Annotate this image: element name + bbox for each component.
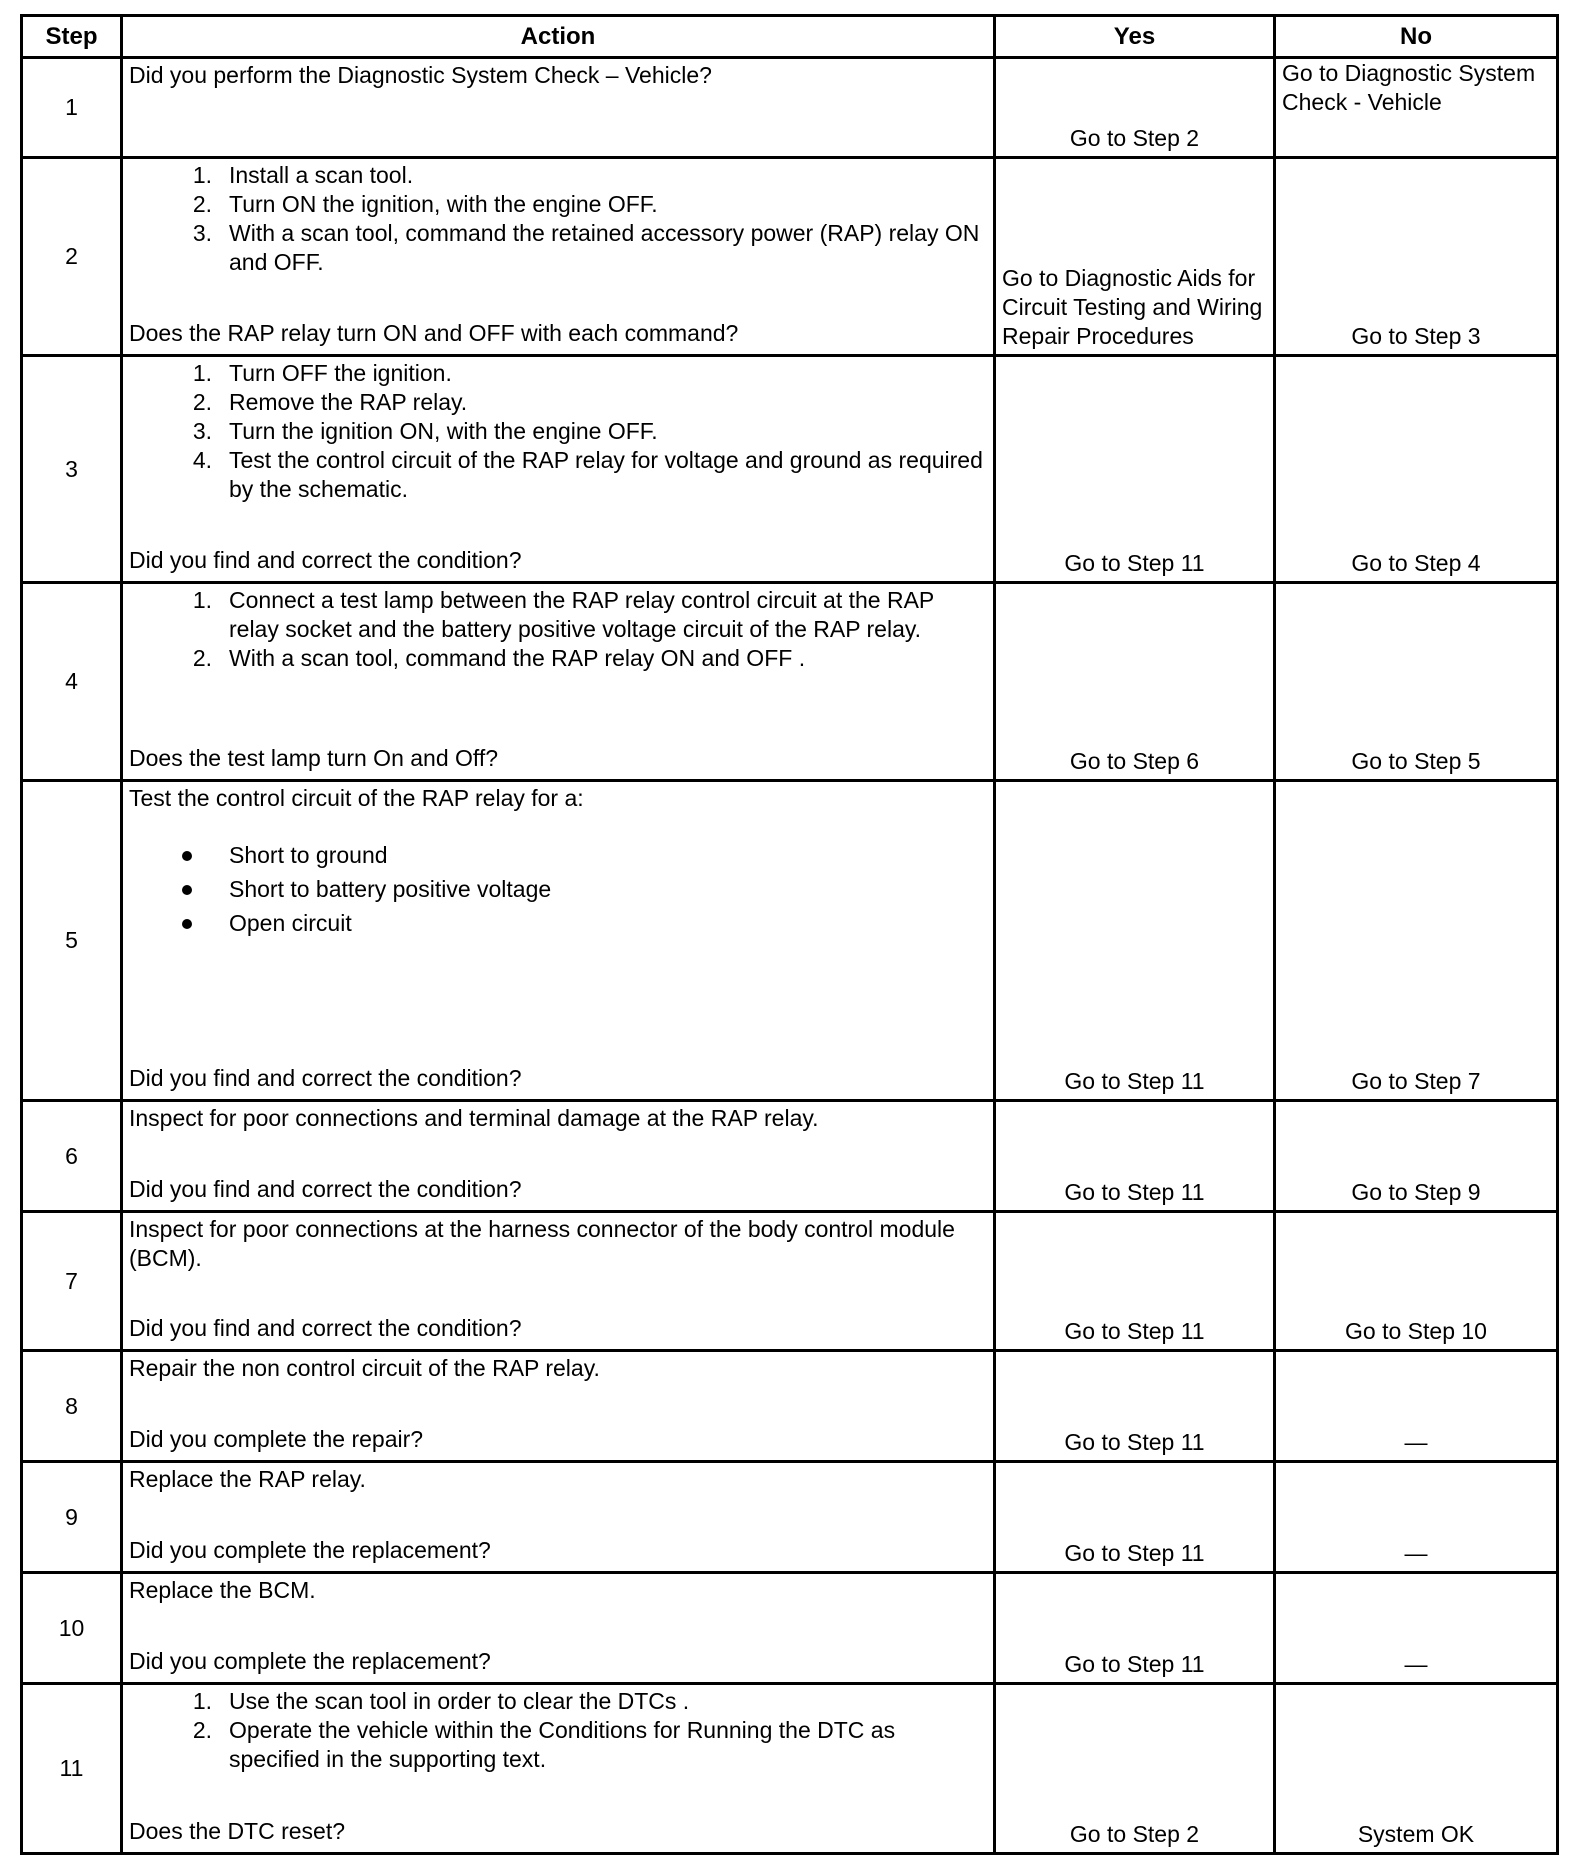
yes-cell[interactable]: Go to Step 11 [995,356,1275,583]
action-intro: Repair the non control circuit of the RAP relay. [129,1355,600,1381]
yes-cell[interactable]: Go to Step 11 [995,781,1275,1101]
yes-cell[interactable]: Go to Step 11 [995,1212,1275,1351]
list-item: 2. Operate the vehicle within the Conditions for Running the DTC as specified in the supporting text. [192,1717,896,1772]
step-number: 11 [22,1684,122,1854]
action-intro: Test the control circuit of the RAP relay for a: [129,785,584,811]
header-step: Step [22,16,122,58]
list-item: 1. Install a scan tool. [192,162,414,188]
yes-cell[interactable]: Go to Step 2 [995,1684,1275,1854]
step-number: 8 [22,1351,122,1462]
list-item: Open circuit [129,909,987,938]
yes-cell[interactable]: Go to Diagnostic Aids for Circuit Testing and Wiring Repair Procedures [995,158,1275,356]
action-question: Does the RAP relay turn ON and OFF with each command? [129,320,739,346]
yes-cell[interactable]: Go to Step 11 [995,1101,1275,1212]
list-item: 2. Turn ON the ignition, with the engine OFF. [192,191,658,217]
table-row [22,1212,1558,1351]
no-cell: — [1275,1573,1558,1684]
action-intro: Inspect for poor connections at the harness connector of the body control module (BCM). [129,1216,955,1271]
action-cell [122,781,995,1101]
header-yes: Yes [995,16,1275,58]
step-number: 4 [22,583,122,781]
table-row [22,1462,1558,1573]
condition-bullets [129,841,987,938]
action-intro: Replace the RAP relay. [129,1466,366,1492]
action-cell [122,1684,995,1854]
action-question: Did you find and correct the condition? [129,547,522,573]
step-number: 10 [22,1573,122,1684]
no-cell: — [1275,1462,1558,1573]
step-number: 1 [22,58,122,158]
action-question: Did you find and correct the condition? [129,1065,522,1091]
yes-cell[interactable]: Go to Step 11 [995,1462,1275,1573]
header-no: No [1275,16,1558,58]
list-item: Short to battery positive voltage [129,875,987,904]
action-steps [129,161,987,277]
no-cell[interactable]: Go to Step 10 [1275,1212,1558,1351]
list-item: 2. With a scan tool, command the RAP relay ON and OFF . [192,645,806,671]
step-number: 5 [22,781,122,1101]
action-intro: Inspect for poor connections and terminal damage at the RAP relay. [129,1105,819,1131]
no-cell[interactable]: Go to Diagnostic System Check - Vehicle [1275,58,1558,158]
action-cell [122,158,995,356]
header-row [22,16,1558,58]
list-item: 3. With a scan tool, command the retained accessory power (RAP) relay ON and OFF. [192,220,980,275]
yes-cell[interactable]: Go to Step 2 [995,58,1275,158]
action-steps [129,586,987,673]
table-row [22,1351,1558,1462]
action-cell [122,58,995,158]
list-item: 1. Connect a test lamp between the RAP relay control circuit at the RAP relay socket and the battery positive voltage circuit of the RAP relay. [192,587,934,642]
table-row [22,1684,1558,1854]
action-intro: Did you perform the Diagnostic System Check – Vehicle? [129,62,712,88]
no-cell: System OK [1275,1684,1558,1854]
list-item: 1. Use the scan tool in order to clear the DTCs . [192,1688,690,1714]
action-question: Did you complete the replacement? [129,1537,491,1563]
table-row [22,356,1558,583]
no-cell: — [1275,1351,1558,1462]
yes-cell[interactable]: Go to Step 6 [995,583,1275,781]
step-number: 3 [22,356,122,583]
table-row [22,58,1558,158]
action-cell [122,1212,995,1351]
action-cell [122,1462,995,1573]
table-row [22,1101,1558,1212]
table-row [22,583,1558,781]
action-steps [129,1687,987,1774]
yes-cell[interactable]: Go to Step 11 [995,1573,1275,1684]
action-question: Did you complete the replacement? [129,1648,491,1674]
step-number: 6 [22,1101,122,1212]
action-question: Did you find and correct the condition? [129,1176,522,1202]
action-cell [122,1573,995,1684]
table-row [22,1573,1558,1684]
action-cell [122,1101,995,1212]
action-steps [129,359,987,504]
no-cell[interactable]: Go to Step 7 [1275,781,1558,1101]
list-item: 2. Remove the RAP relay. [192,389,468,415]
yes-cell[interactable]: Go to Step 11 [995,1351,1275,1462]
step-number: 2 [22,158,122,356]
list-item: 4. Test the control circuit of the RAP relay for voltage and ground as required by the schematic. [192,447,983,502]
action-intro: Replace the BCM. [129,1577,316,1603]
action-question: Did you find and correct the condition? [129,1315,522,1341]
no-cell[interactable]: Go to Step 4 [1275,356,1558,583]
diagnostic-table [20,14,1559,1855]
header-action: Action [122,16,995,58]
action-cell [122,1351,995,1462]
action-cell [122,356,995,583]
list-item: Short to ground [129,841,987,870]
action-question: Does the test lamp turn On and Off? [129,745,499,771]
table-row [22,781,1558,1101]
action-cell [122,583,995,781]
no-cell[interactable]: Go to Step 5 [1275,583,1558,781]
no-cell[interactable]: Go to Step 3 [1275,158,1558,356]
step-number: 9 [22,1462,122,1573]
table-row [22,158,1558,356]
list-item: 1. Turn OFF the ignition. [192,360,452,386]
action-question: Did you complete the repair? [129,1426,424,1452]
step-number: 7 [22,1212,122,1351]
list-item: 3. Turn the ignition ON, with the engine OFF. [192,418,658,444]
no-cell[interactable]: Go to Step 9 [1275,1101,1558,1212]
action-question: Does the DTC reset? [129,1818,346,1844]
